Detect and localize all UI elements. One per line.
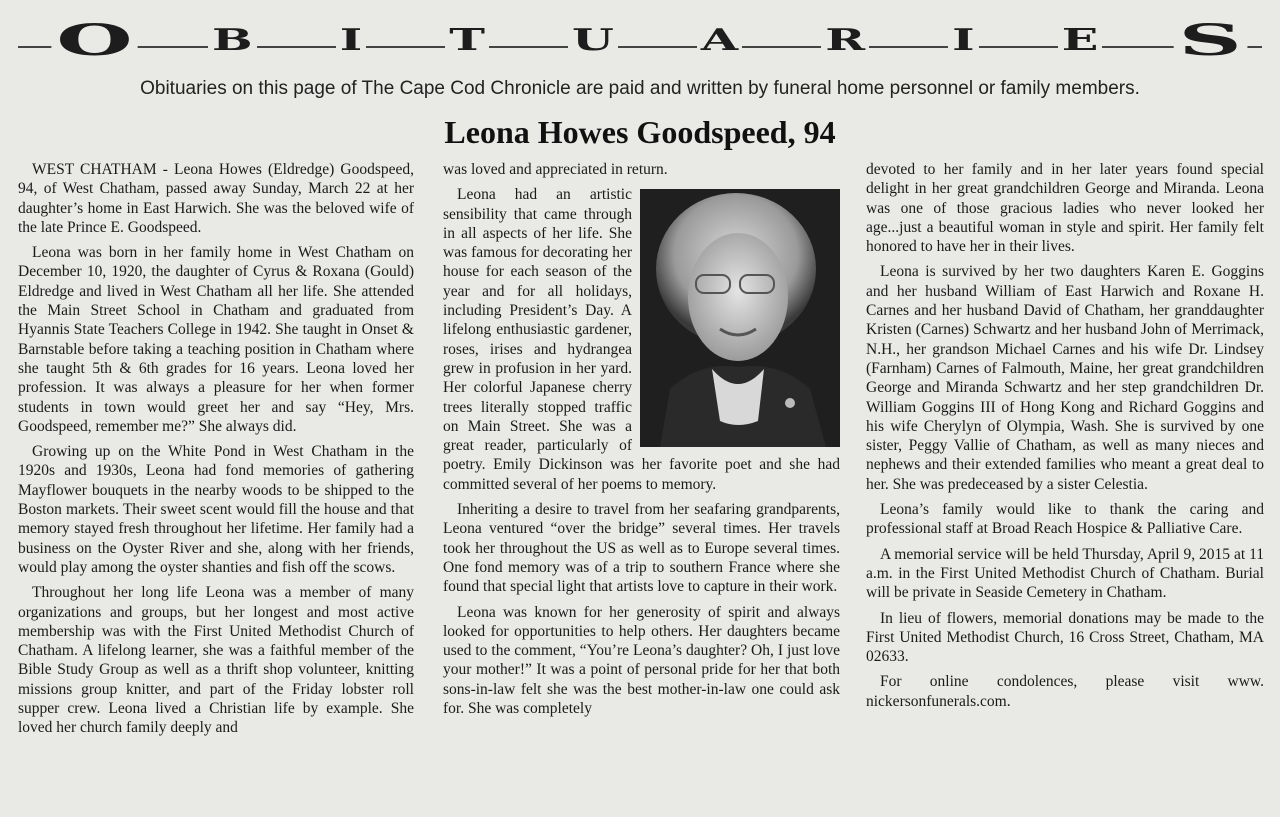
masthead-letter: A	[697, 23, 742, 58]
column-3	[866, 160, 1264, 717]
paragraph: Leona was born in her family home in West Chatham on December 10, 1920, the daughter of Cyrus & Roxana (Gould) Eldredge and lived in West Chatham all her life. She attended the Main Street School in Chatham and graduated from Hyannis State Teachers College in 1942. She taught in Onset & Barnstable before taking a teaching position in Chatham where she taught 5th & 6th grades for 16 years. Leona loved her profession. It was always a pleasure for her when former students in town would greet her and say “Hey, Mrs. Goodspeed, remember me?” She always did.	[18, 244, 414, 435]
masthead-title	[56, 12, 1243, 68]
paragraph: Leona’s family would like to thank the caring and professional staff at Broad Reach Hospice & Palliative Care.	[866, 501, 1264, 538]
portrait-photo-icon	[640, 189, 840, 447]
section-subtitle: Obituaries on this page of The Cape Cod Chronicle are paid and written by funeral home personnel or family members.	[140, 78, 1140, 99]
paragraph: Leona was known for her generosity of spirit and always looked for opportunities to help others. Her daughters became used to the comment, “You’re Leona’s daughter? Oh, I just love your mother!” It was a point of personal pride for her that both sons-in-law felt she was the best mother-in-law one could ask for. She was completely	[443, 603, 840, 718]
masthead-letter: O	[51, 23, 137, 58]
paragraph: Leona is survived by her two daughters Karen E. Goggins and her husband William of East Harwich and Roxane H. Carnes and her husband David of Chatham, her granddaughter Kristen (Carnes) Schwartz and her husband John of Merrimack, N.H., her grandson Michael Carnes and his wife Dr. Lindsey (Farnham) Carnes of Falmouth, Maine, her great grandchildren George and Miranda Schwartz and her step grandchildren Dr. William Goggins III of Hong Kong and Richard Goggins and his wife Cherylyn of Olympia, Wash. She is survived by one sister, Peggy Vallie of Chatham, as well as many nieces and nephews and their extended families who meant a great deal to her. She was predeceased by a sister Celestia.	[866, 263, 1264, 493]
paragraph: A memorial service will be held Thursday, April 9, 2015 at 11 a.m. in the First United Methodist Church of Chatham. Burial will be private in Seaside Cemetery in Chatham.	[866, 545, 1264, 602]
masthead-letter: B	[208, 23, 257, 58]
paragraph: In lieu of flowers, memorial donations may be made to the First United Methodist Church, 16 Cross Street, Chatham, MA 02633.	[866, 609, 1264, 666]
masthead	[0, 0, 1280, 76]
masthead-letter: I	[336, 23, 366, 58]
column-2	[443, 160, 840, 724]
column-1	[18, 160, 414, 744]
paragraph: For online condolences, please visit www. nickersonfunerals.com.	[866, 673, 1264, 710]
paragraph: Growing up on the White Pond in West Chatham in the 1920s and 1930s, Leona had fond memories of gathering Mayflower bouquets in the nearby woods to be shipped to the Boston markets. Their sweet scent would fill the house and that memory stayed fresh throughout her lifetime. Her family had a business on the Oyster River and she, along with her friends, would play among the oyster shanties and fish off the scows.	[18, 443, 414, 576]
paragraph: Leona had an artistic sensibility that came through in all aspects of her life. She was famous for decorating her house for each season of the year and for all holidays, including President’s Day. A lifelong enthusiastic gardener, roses, irises and hydrangea grew in profusion in her yard. Her colorful Japanese cherry trees literally stopped traffic on Main Street. She was a great reader, particularly of poetry. Emily Dickinson was her favorite poet and she had committed several of her poems to memory.	[443, 186, 840, 493]
paragraph: Throughout her long life Leona was a member of many organizations and groups, but her longest and most active membership was with the First United Methodist Church of Chatham. A lifelong learner, she was a faithful member of the Bible Study Group as well as a thrift shop volunteer, knitting missions group knitter, and part of the Friday lobster roll supper crew. Leona lived a Christian life by example. She loved her church family deeply and	[18, 584, 414, 737]
masthead-letter: T	[445, 23, 489, 58]
paragraph: devoted to her family and in her later years found special delight in her great grandchildren George and Miranda. Leona was one of those gracious ladies who never looked her age...just a beautiful woman in style and spirit. Her family felt honored to have her in their lives.	[866, 161, 1264, 256]
masthead-letter: U	[568, 23, 618, 58]
paragraph: was loved and appreciated in return.	[443, 161, 668, 178]
masthead-letter: S	[1174, 23, 1247, 58]
paragraph: Inheriting a desire to travel from her seafaring grandparents, Leona ventured “over the bridge” several times. Her travels took her throughout the US as well as to Europe several times. One fond memory was of a trip to southern France where she found that special light that artists love to capture in their work.	[443, 501, 840, 596]
masthead-letter: E	[1058, 23, 1103, 58]
paragraph: WEST CHATHAM - Leona Howes (Eldredge) Goodspeed, 94, of West Chatham, passed away Sunday, March 22 at her daughter’s home in East Harwich. She was the beloved wife of the late Prince E. Goodspeed.	[18, 161, 414, 236]
masthead-letter: R	[821, 23, 869, 58]
masthead-letter: I	[948, 23, 978, 58]
obituary-headline: Leona Howes Goodspeed, 94	[444, 114, 836, 150]
